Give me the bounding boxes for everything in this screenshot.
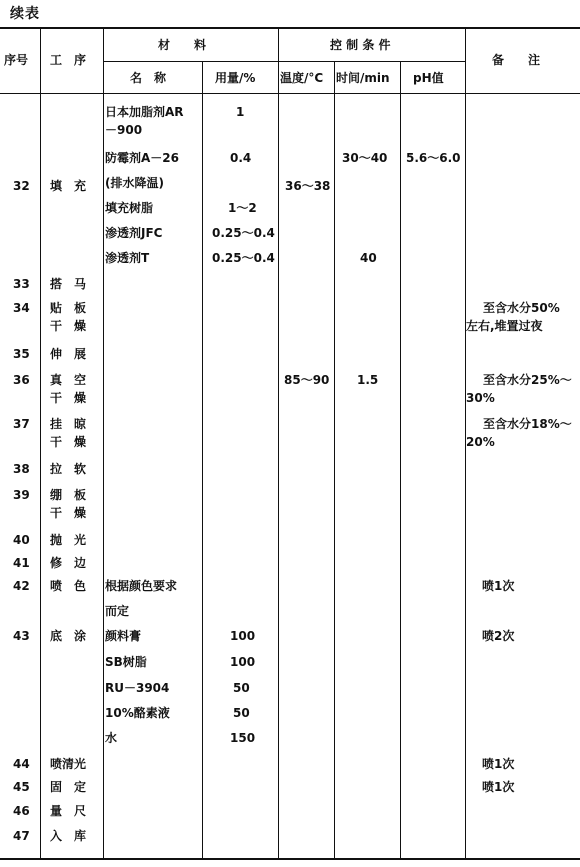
header-amount: 用量/% (215, 71, 256, 85)
material-amount: 0.4 (230, 151, 252, 165)
process-name: 固 定 (50, 780, 87, 794)
material-amount: 0.25～0.4 (212, 251, 275, 265)
process-name: 搭 马 (50, 277, 87, 291)
process-name: 贴 板 (50, 301, 87, 315)
process-name: 底 涂 (50, 629, 87, 643)
row-number: 44 (13, 757, 30, 771)
process-name: 喷清光 (50, 757, 87, 771)
remark: 喷1次 (482, 579, 515, 593)
row-number: 46 (13, 804, 30, 818)
process-name: 填 充 (50, 179, 87, 193)
row-number: 38 (13, 462, 30, 476)
material-amount: 50 (233, 681, 250, 695)
row-number: 35 (13, 347, 30, 361)
remark-line2: 30% (466, 391, 495, 405)
process-name: 喷 色 (50, 579, 87, 593)
material-name: RU－3904 (105, 681, 170, 695)
remark: 至含水分18%～ (483, 417, 572, 431)
material-name: 渗透剂JFC (105, 226, 163, 240)
row-number: 34 (13, 301, 30, 315)
material-name: 根据颜色要求 (105, 579, 178, 593)
material-amount: 1～2 (228, 201, 257, 215)
material-name: 日本加脂剂AR (105, 105, 184, 119)
header-temperature: 温度/°C (280, 71, 324, 85)
material-amount: 100 (230, 655, 256, 669)
process-name: 修 边 (50, 556, 87, 570)
process-name: 绷 板 (50, 488, 87, 502)
header-seq: 序号 (4, 53, 29, 67)
material-amount: 150 (230, 731, 256, 745)
row-number: 40 (13, 533, 30, 547)
material-amount: 100 (230, 629, 256, 643)
remark: 至含水分25%～ (483, 373, 572, 387)
material-name-line2: －900 (105, 123, 143, 137)
row-number: 42 (13, 579, 30, 593)
row-number: 39 (13, 488, 30, 502)
col-divider (40, 27, 41, 860)
material-name: 防霉剂A－26 (105, 151, 179, 165)
material-amount: 50 (233, 706, 250, 720)
material-name: 10%酪素液 (105, 706, 170, 720)
process-name: 抛 光 (50, 533, 87, 547)
material-name: 填充树脂 (105, 201, 154, 215)
header-materials: 材 料 (158, 38, 207, 52)
header-conditions: 控 制 条 件 (330, 38, 391, 52)
row-number: 47 (13, 829, 30, 843)
header-remarks: 备 注 (492, 53, 541, 67)
header-ph: pH值 (413, 71, 444, 85)
material-amount: 0.25～0.4 (212, 226, 275, 240)
process-name-line2: 干 燥 (50, 319, 87, 333)
row-number: 43 (13, 629, 30, 643)
col-divider (278, 27, 279, 860)
time-value: 40 (360, 251, 377, 265)
temperature-value: 85～90 (284, 373, 330, 387)
row-number: 33 (13, 277, 30, 291)
table-bottom-rule (0, 858, 580, 860)
process-name: 入 库 (50, 829, 87, 843)
process-name: 真 空 (50, 373, 87, 387)
header-name: 名 称 (130, 71, 167, 85)
row-number: 36 (13, 373, 30, 387)
material-name: 水 (105, 731, 118, 745)
col-divider (103, 27, 104, 860)
process-name-line2: 干 燥 (50, 391, 87, 405)
header-process: 工 序 (50, 53, 87, 67)
table-caption: 续表 (10, 6, 40, 22)
row-number: 41 (13, 556, 30, 570)
ph-value: 5.6～6.0 (406, 151, 461, 165)
table-top-rule (0, 27, 580, 29)
remark-line2: 20% (466, 435, 495, 449)
material-name-line2: 而定 (105, 604, 130, 618)
process-name-line2: 干 燥 (50, 506, 87, 520)
header-bottom-rule (0, 93, 580, 94)
material-name: 渗透剂T (105, 251, 150, 265)
process-name: 挂 晾 (50, 417, 87, 431)
row-number: 45 (13, 780, 30, 794)
time-value: 1.5 (357, 373, 379, 387)
process-name-line2: 干 燥 (50, 435, 87, 449)
remark: 至含水分50% (483, 301, 560, 315)
col-divider (334, 61, 335, 860)
col-divider (400, 61, 401, 860)
process-name: 量 尺 (50, 804, 87, 818)
process-name: 伸 展 (50, 347, 87, 361)
col-divider (202, 61, 203, 860)
material-name: SB树脂 (105, 655, 147, 669)
material-name: (排水降温) (105, 176, 164, 190)
row-number: 37 (13, 417, 30, 431)
material-amount: 1 (236, 105, 245, 119)
time-value: 30～40 (342, 151, 388, 165)
header-mid-rule (103, 61, 465, 62)
material-name: 颜料膏 (105, 629, 142, 643)
remark: 喷1次 (482, 780, 515, 794)
remark: 喷1次 (482, 757, 515, 771)
row-number: 32 (13, 179, 30, 193)
remark-line2: 左右,堆置过夜 (466, 319, 543, 333)
temperature-value: 36～38 (285, 179, 331, 193)
header-time: 时间/min (336, 71, 390, 85)
remark: 喷2次 (482, 629, 515, 643)
process-name: 拉 软 (50, 462, 87, 476)
